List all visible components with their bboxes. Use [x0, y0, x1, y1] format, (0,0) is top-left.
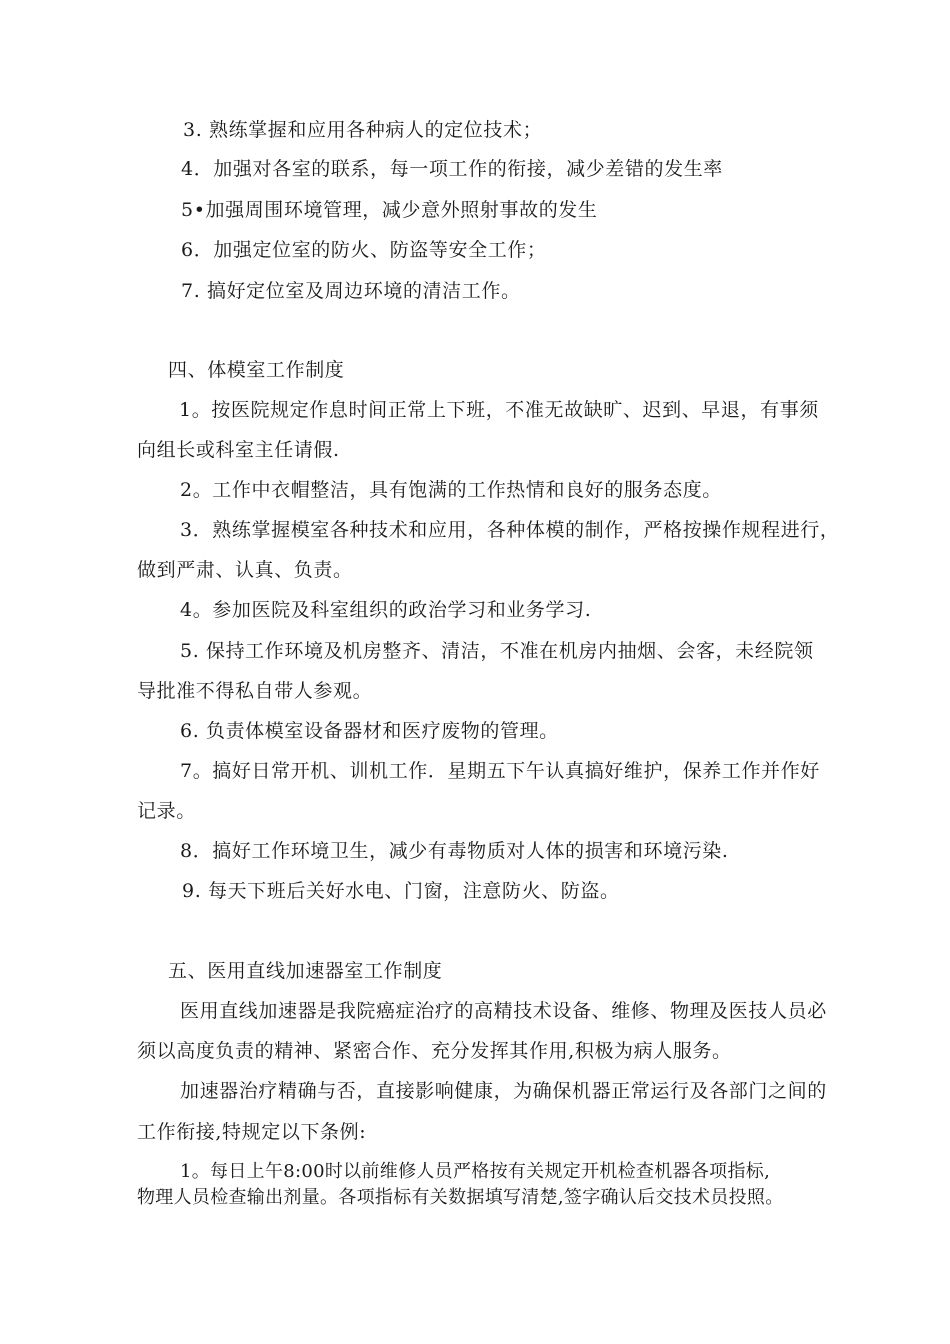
paragraph-line: 2。工作中衣帽整洁，具有饱满的工作热情和良好的服务态度。 [180, 479, 722, 501]
paragraph-line: 4。参加医院及科室组织的政治学习和业务学习. [180, 599, 592, 621]
paragraph-line: 工作衔接,特规定以下条例: [137, 1121, 367, 1143]
paragraph-line: 1。每日上午8:00时以前维修人员严格按有关规定开机检查机器各项指标, [180, 1161, 771, 1182]
paragraph-line: 记录。 [137, 800, 196, 822]
paragraph-line: 9. 每天下班后关好水电、门窗，注意防火、防盗。 [182, 880, 620, 902]
paragraph-line: 做到严肃、认真、负责。 [137, 559, 353, 581]
paragraph-line: 3．熟练掌握模室各种技术和应用，各种体模的制作，严格按操作规程进行， [180, 519, 840, 541]
paragraph-line: 向组长或科室主任请假. [137, 439, 340, 461]
paragraph-line: 加速器治疗精确与否，直接影响健康，为确保机器正常运行及各部门之间的 [180, 1080, 827, 1102]
list-item: 3. 熟练掌握和应用各种病人的定位技术； [183, 119, 543, 141]
list-item: 4．加强对各室的联系，每一项工作的衔接，减少差错的发生率 [181, 158, 723, 180]
paragraph-line: 物理人员检查输出剂量。各项指标有关数据填写清楚,签字确认后交技术员投照。 [137, 1187, 784, 1208]
paragraph-line: 医用直线加速器是我院癌症治疗的高精技术设备、维修、物理及医技人员必 [180, 1000, 827, 1022]
paragraph-line: 6. 负责体模室设备器材和医疗废物的管理。 [180, 720, 559, 742]
list-item: 5•加强周围环境管理，减少意外照射事故的发生 [181, 199, 598, 221]
paragraph-line: 1。按医院规定作息时间正常上下班，不准无故缺旷、迟到、早退，有事须 [179, 399, 819, 421]
paragraph-line: 7。搞好日常开机、训机工作．星期五下午认真搞好维护，保养工作并作好 [180, 760, 820, 782]
list-item: 6．加强定位室的防火、防盗等安全工作； [181, 239, 547, 261]
paragraph-line: 8．搞好工作环境卫生，减少有毒物质对人体的损害和环境污染. [180, 840, 729, 862]
section-heading: 四、体模室工作制度 [168, 359, 345, 381]
paragraph-line: 须以高度负责的精神、紧密合作、充分发挥其作用,积极为病人服务。 [137, 1040, 732, 1062]
paragraph-line: 导批准不得私自带人参观。 [137, 680, 373, 702]
paragraph-line: 5. 保持工作环境及机房整齐、清洁，不准在机房内抽烟、会客，未经院领 [180, 640, 814, 662]
list-item: 7. 搞好定位室及周边环境的清洁工作。 [181, 280, 521, 302]
section-heading: 五、医用直线加速器室工作制度 [168, 960, 443, 982]
